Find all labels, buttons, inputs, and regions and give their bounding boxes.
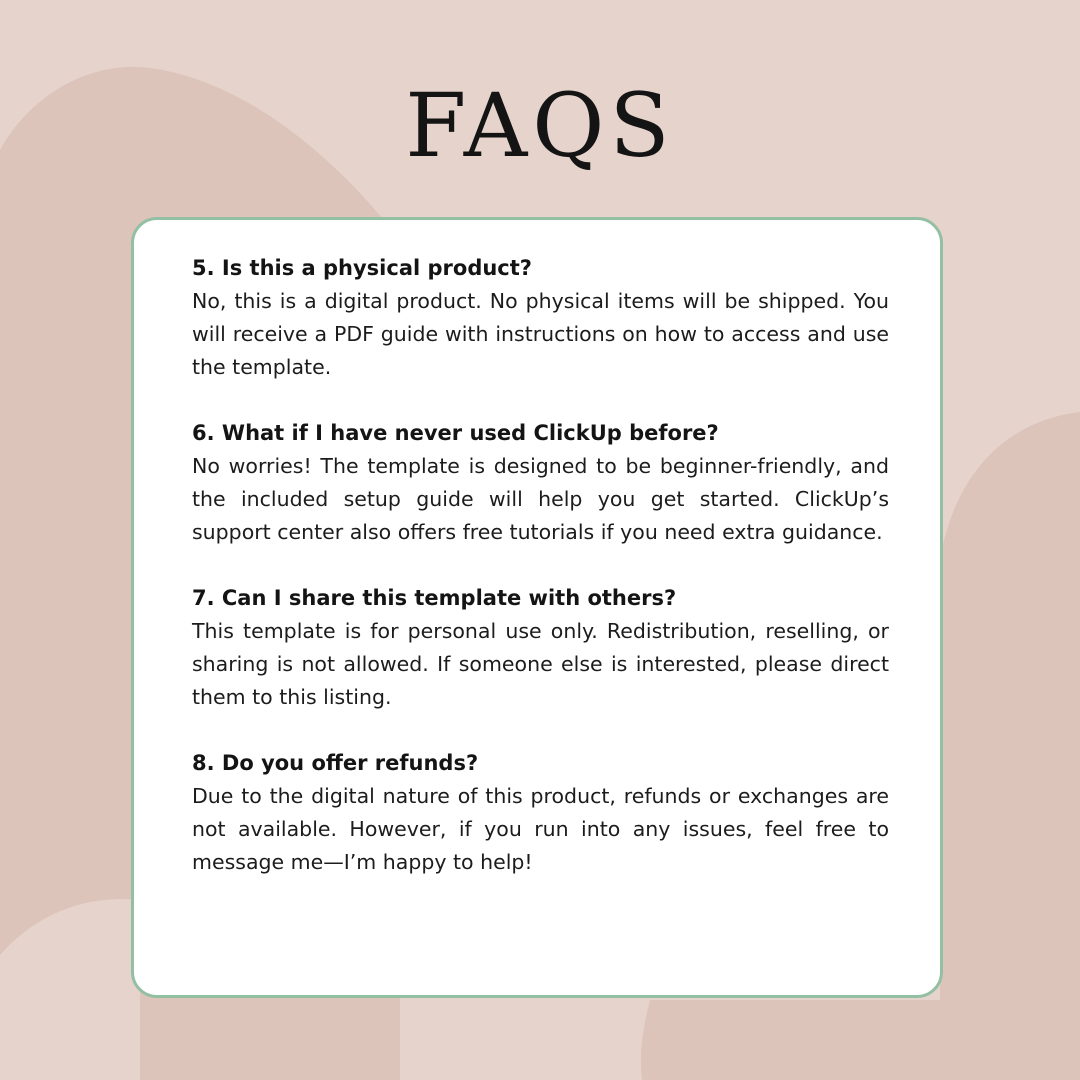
faq-card	[131, 217, 943, 998]
page-title: FAQS	[405, 74, 675, 177]
faq-answer: No worries! The template is designed to be beginner-friendly, and the included setup guide will help you get started. ClickUp’s support center also offers free tutorials if you need extra guidance.	[192, 454, 889, 544]
faq-question: 5. Is this a physical product?	[192, 256, 532, 280]
faq-question: 8. Do you offer refunds?	[192, 751, 479, 775]
faq-answer: No, this is a digital product. No physical items will be shipped. You will receive a PDF guide with instructions on how to access and use the template.	[192, 289, 889, 379]
faq-item	[192, 252, 889, 384]
faq-item	[192, 417, 889, 549]
faq-answer: This template is for personal use only. Redistribution, reselling, or sharing is not allowed. If someone else is interested, please direct them to this listing.	[192, 619, 889, 709]
faq-answer: Due to the digital nature of this product, refunds or exchanges are not available. However, if you run into any issues, feel free to message me—I’m happy to help!	[192, 784, 889, 874]
faq-question: 6. What if I have never used ClickUp before?	[192, 421, 719, 445]
faq-item	[192, 582, 889, 714]
faq-list	[192, 252, 889, 912]
faq-item	[192, 747, 889, 879]
faq-question: 7. Can I share this template with others?	[192, 586, 677, 610]
